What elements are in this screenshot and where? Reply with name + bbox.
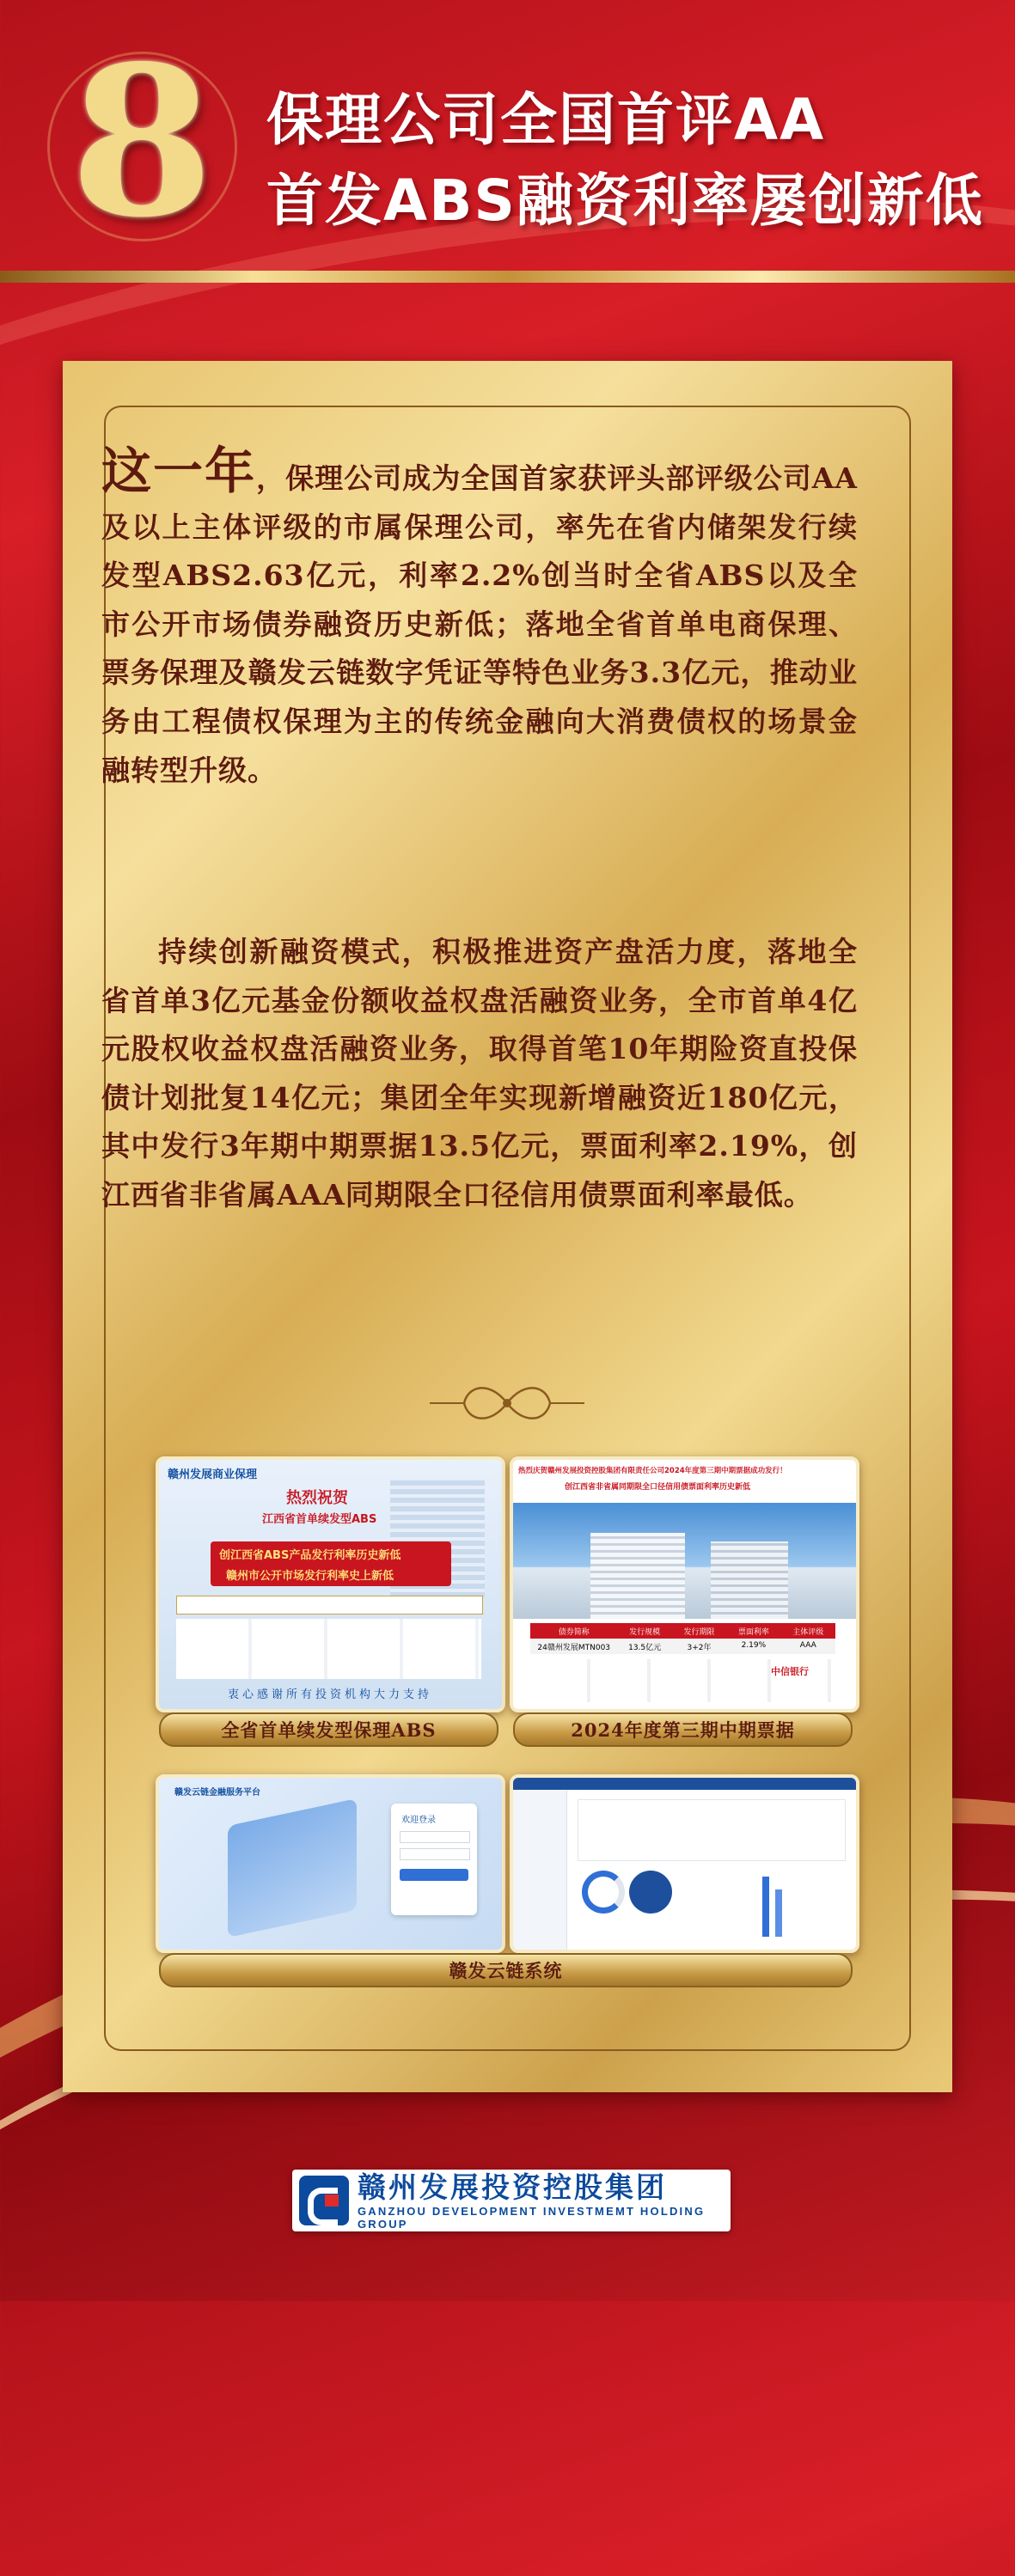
dashboard-bar xyxy=(775,1889,782,1937)
gold-divider xyxy=(0,271,1015,283)
info-table xyxy=(176,1596,483,1615)
title-line-2: 首发ABS融资利率屡创新低 xyxy=(266,168,984,234)
table-cell: 13.5亿元 xyxy=(617,1639,671,1654)
photo-mtn-announcement xyxy=(510,1456,859,1712)
dashboard-donut xyxy=(582,1871,625,1914)
paragraph-1 xyxy=(101,442,858,795)
bank-logo-text: 中信银行 xyxy=(771,1666,809,1677)
headline: 热烈祝贺 xyxy=(286,1489,348,1507)
frame-line xyxy=(909,457,911,1999)
banner-line-1: 创江西省ABS产品发行利率历史新低 xyxy=(219,1549,401,1562)
building-photo-tower xyxy=(590,1533,685,1619)
mtn-table xyxy=(530,1623,835,1654)
table-header: 票面利率 xyxy=(726,1623,780,1639)
brand-label: 赣州发展商业保理 xyxy=(168,1468,258,1481)
table-header: 主体评级 xyxy=(781,1623,835,1639)
paragraph-2: 持续创新融资模式，积极推进资产盘活力度，落地全省首单3亿元基金份额收益权盘活融资业务，全市首单4亿元股权收益权盘活融资业务，取得首笔10年期险资直投保债计划批复14亿元；集团全年实现新增融资近180亿元，其中发行3年期中期票据13.5亿元，票面利率2.19%，创江西省非省属AAA同期限全口径信用债票面利率最低。 xyxy=(101,935,858,1212)
banner-line-2: 赣州市公开市场发行利率史上新低 xyxy=(226,1570,394,1583)
isometric-illustration xyxy=(228,1798,357,1938)
table-cell: 2.19% xyxy=(726,1639,780,1654)
flourish-ornament xyxy=(430,1377,584,1430)
table-cell: 3+2年 xyxy=(672,1639,726,1654)
dashboard-chart-area xyxy=(578,1799,846,1861)
caption-platform: 赣发云链系统 xyxy=(159,1953,853,1987)
table-cell: 24赣州发展MTN003 xyxy=(530,1639,617,1654)
login-field xyxy=(400,1831,470,1843)
sub-headline: 江西省首单续发型ABS xyxy=(262,1513,377,1526)
photo-abs-announcement xyxy=(156,1456,505,1712)
mtn-heading: 热烈庆贺赣州发展投资控股集团有限责任公司2024年度第三期中期票据成功发行！ xyxy=(518,1467,787,1475)
company-logo-icon xyxy=(299,2176,349,2225)
company-logo xyxy=(292,2170,731,2231)
frame-line xyxy=(156,406,859,407)
header xyxy=(0,0,1015,284)
portal-title: 赣发云链金融服务平台 xyxy=(174,1788,260,1798)
company-name-en: GANZHOU DEVELOPMENT INVESTMEMT HOLDING GROUP xyxy=(358,2205,706,2231)
photo-platform-login xyxy=(156,1774,505,1953)
paragraph-1-text: ，保理公司成为全国首家获评头部评级公司AA及以上主体评级的市属保理公司，率先在省内储架发行续发型ABS2.63亿元，利率2.2%创当时全省ABS以及全市公开市场债券融资历史新低；落地全省首单电商保理、票务保理及赣发云链数字凭证等特色业务3.3亿元，推动业务由工程债权保理为主的传统金融向大消费债权的场景金融转型升级。 xyxy=(101,461,858,787)
logo-grid xyxy=(176,1619,481,1679)
login-field xyxy=(400,1848,470,1860)
login-heading: 欢迎登录 xyxy=(401,1816,436,1825)
frame-corner xyxy=(104,1998,157,2051)
table-header: 发行规模 xyxy=(617,1623,671,1639)
photo-platform-dashboard xyxy=(510,1774,859,1953)
login-button xyxy=(400,1869,468,1881)
frame-corner xyxy=(858,406,911,459)
thanks-footer: 衷心感谢所有投资机构大力支持 xyxy=(228,1688,433,1701)
caption-mtn: 2024年度第三期中期票据 xyxy=(513,1712,853,1747)
building-photo-tower xyxy=(711,1541,788,1619)
company-name-cn: 赣州发展投资控股集团 xyxy=(358,2170,667,2204)
mtn-line-2: 创江西省非省属同期限全口径信用债票面利率历史新低 xyxy=(565,1483,751,1492)
number-badge: 8 xyxy=(70,21,214,263)
table-cell: AAA xyxy=(781,1639,835,1654)
dashboard-pie xyxy=(629,1871,672,1914)
table-header: 发行期限 xyxy=(672,1623,726,1639)
lead-word: 这一年 xyxy=(101,442,257,500)
dashboard-bar xyxy=(762,1877,769,1937)
title-line-1: 保理公司全国首评AA xyxy=(266,87,826,153)
frame-line xyxy=(156,2049,859,2051)
table-header: 债券简称 xyxy=(530,1623,617,1639)
dashboard-topbar xyxy=(513,1778,856,1790)
dashboard-sidebar xyxy=(513,1790,567,1950)
frame-corner xyxy=(858,1998,911,2051)
caption-abs: 全省首单续发型保理ABS xyxy=(159,1712,498,1747)
